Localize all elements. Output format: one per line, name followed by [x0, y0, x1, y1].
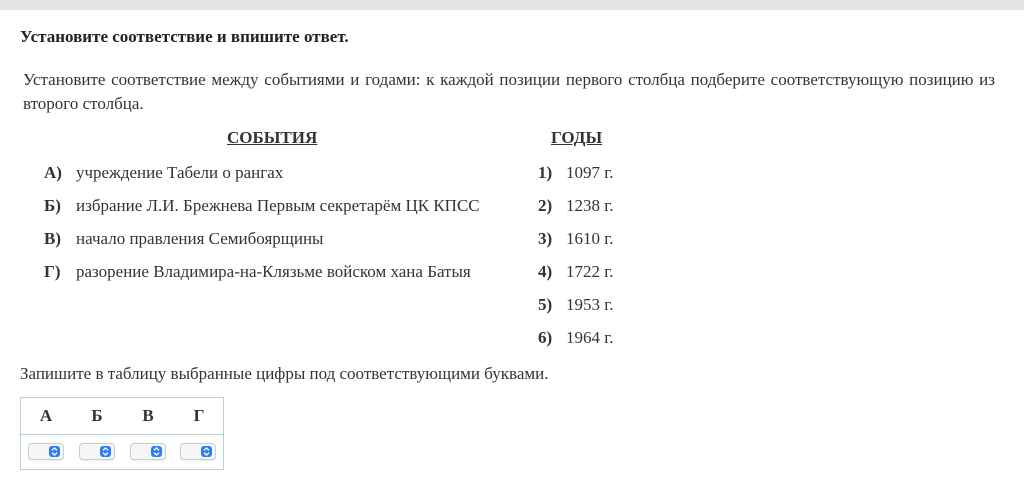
answer-table [20, 397, 224, 470]
event-text: избрание Л.И. Брежнева Первым секретарём ЦК КПСС [76, 196, 480, 215]
event-letter: Г) [44, 262, 61, 281]
answer-instruction: Запишите в таблицу выбранные цифры под соответствующими буквами. [20, 364, 549, 383]
chevron-up-down-icon [100, 446, 111, 457]
event-letter: А) [44, 163, 62, 182]
answer-header-cell: Б [91, 406, 103, 425]
chevron-up-down-icon [201, 446, 212, 457]
chevron-up-down-icon [151, 446, 162, 457]
years-column-header: ГОДЫ [551, 128, 603, 147]
answer-table-header [21, 398, 223, 435]
event-text: разорение Владимира-на-Клязьме войском хана Батыя [76, 262, 471, 281]
task-title: Установите соответствие и впишите ответ. [20, 27, 349, 46]
year-number: 2) [538, 196, 553, 215]
answer-select-v[interactable] [130, 443, 166, 460]
year-number: 3) [538, 229, 553, 248]
event-letter: Б) [44, 196, 61, 215]
event-text: учреждение Табели о рангах [76, 163, 284, 182]
chevron-up-down-icon [49, 446, 60, 457]
year-number: 4) [538, 262, 553, 281]
answer-select-a[interactable] [28, 443, 64, 460]
year-text: 1953 г. [566, 295, 614, 314]
task-prompt: Установите соответствие между событиями и годами: к каждой позиции первого столбца подберите соответствующую позицию из второго столбца. [23, 70, 995, 113]
year-text: 1964 г. [566, 328, 614, 347]
year-number: 6) [538, 328, 553, 347]
top-bar [0, 0, 1024, 10]
year-number: 5) [538, 295, 553, 314]
answer-header-cell: В [142, 406, 154, 425]
answer-header-cell: А [39, 406, 53, 425]
events-column-header: СОБЫТИЯ [227, 128, 318, 147]
year-text: 1610 г. [566, 229, 614, 248]
year-text: 1238 г. [566, 196, 614, 215]
event-text: начало правления Семибоярщины [76, 229, 324, 248]
answer-header-cell: Г [193, 406, 205, 425]
answer-select-g[interactable] [180, 443, 216, 460]
event-letter: В) [44, 229, 61, 248]
year-text: 1722 г. [566, 262, 614, 281]
answer-select-b[interactable] [79, 443, 115, 460]
year-number: 1) [538, 163, 553, 182]
year-text: 1097 г. [566, 163, 614, 182]
